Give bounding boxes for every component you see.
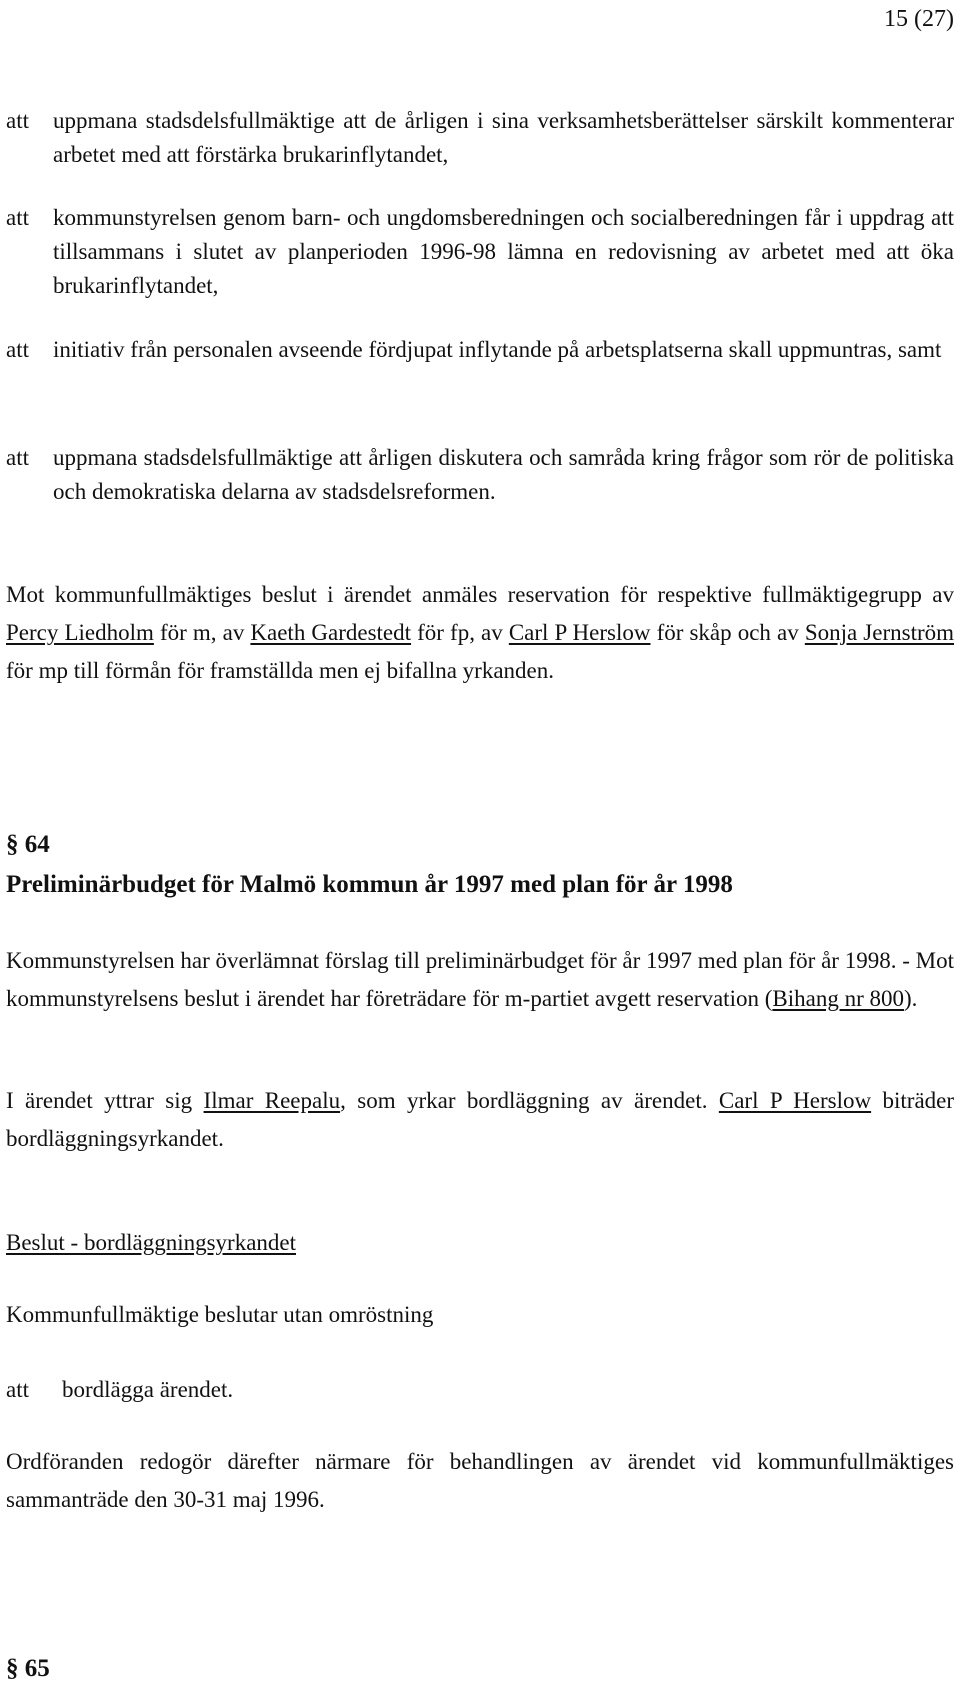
reservation-text: för mp till förmån för framställda men ej bifallna yrkanden. <box>6 658 554 683</box>
decision-heading: Beslut - bordläggningsyrkandet <box>6 1230 297 1255</box>
reservation-text: för skåp och av <box>650 620 805 645</box>
list-item <box>6 333 954 367</box>
list-marker: att <box>6 205 29 230</box>
member-name: Carl P Herslow <box>718 1088 872 1113</box>
list-marker: att <box>6 1377 29 1402</box>
member-name: Percy Liedholm <box>6 620 154 645</box>
debate-text: , som yrkar bordläggning av ärendet. <box>340 1088 719 1113</box>
section-number: § 65 <box>6 1655 50 1682</box>
budget-text: ). <box>903 986 918 1011</box>
budget-text: Kommunstyrelsen har överlämnat förslag till preliminärbudget för år 1997 med plan för år 1998. - Mot kommunstyrelsens beslut i ärendet har företrädare för m-partiet avgett reservation ( <box>6 948 954 1011</box>
list-item-text: uppmana stadsdelsfullmäktige att årligen diskutera och samråda kring frågor som rör de politiska och demokratiska delarna av stadsdelsreformen. <box>53 445 954 504</box>
closing-paragraph: Ordföranden redogör därefter närmare för behandlingen av ärendet vid kommunfullmäktiges sammanträde den 30-31 maj 1996. <box>6 1449 954 1512</box>
list-item-text: uppmana stadsdelsfullmäktige att de årligen i sina verksamhetsberättelser särskilt kommenterar arbetet med att förstärka brukarinflytandet, <box>53 108 954 167</box>
member-name: Sonja Jernström <box>804 620 955 645</box>
member-name: Kaeth Gardestedt <box>250 620 412 645</box>
reservation-paragraph <box>6 576 954 690</box>
decision-item-text: bordlägga ärendet. <box>62 1377 234 1402</box>
decision-text: Kommunfullmäktige beslutar utan omröstning <box>6 1302 434 1327</box>
reservation-text: Mot kommunfullmäktiges beslut i ärendet anmäles reservation för respektive fullmäktigegrupp av <box>6 582 954 607</box>
list-marker: att <box>6 445 29 470</box>
debate-text: I ärendet yttrar sig <box>6 1088 204 1113</box>
member-name: Carl P Herslow <box>508 620 651 645</box>
member-name: Ilmar Reepalu <box>203 1088 341 1113</box>
page-number: 15 (27) <box>884 6 954 32</box>
debate-paragraph <box>6 1082 954 1158</box>
appendix-reference: Bihang nr 800 <box>772 986 904 1011</box>
debate-text: biträder bordläggningsyrkandet. <box>6 1088 954 1151</box>
list-item-text: kommunstyrelsen genom barn- och ungdomsberedningen och socialberedningen får i uppdrag att tillsammans i slutet av planperioden 1996-98 lämna en redovisning av arbetet med att öka brukarinflytandet, <box>53 205 954 298</box>
section-number: § 64 <box>6 831 50 858</box>
list-item-text: initiativ från personalen avseende fördjupat inflytande på arbetsplatserna skall uppmuntras, samt <box>53 337 942 362</box>
list-item <box>6 104 954 172</box>
list-marker: att <box>6 337 29 362</box>
list-item <box>6 441 954 509</box>
reservation-text: för m, av <box>153 620 251 645</box>
decision-item <box>6 1373 954 1407</box>
list-marker: att <box>6 108 29 133</box>
list-item <box>6 201 954 303</box>
reservation-text: för fp, av <box>411 620 509 645</box>
budget-paragraph <box>6 942 954 1018</box>
section-title: Preliminärbudget för Malmö kommun år 1997 med plan för år 1998 <box>6 871 733 898</box>
